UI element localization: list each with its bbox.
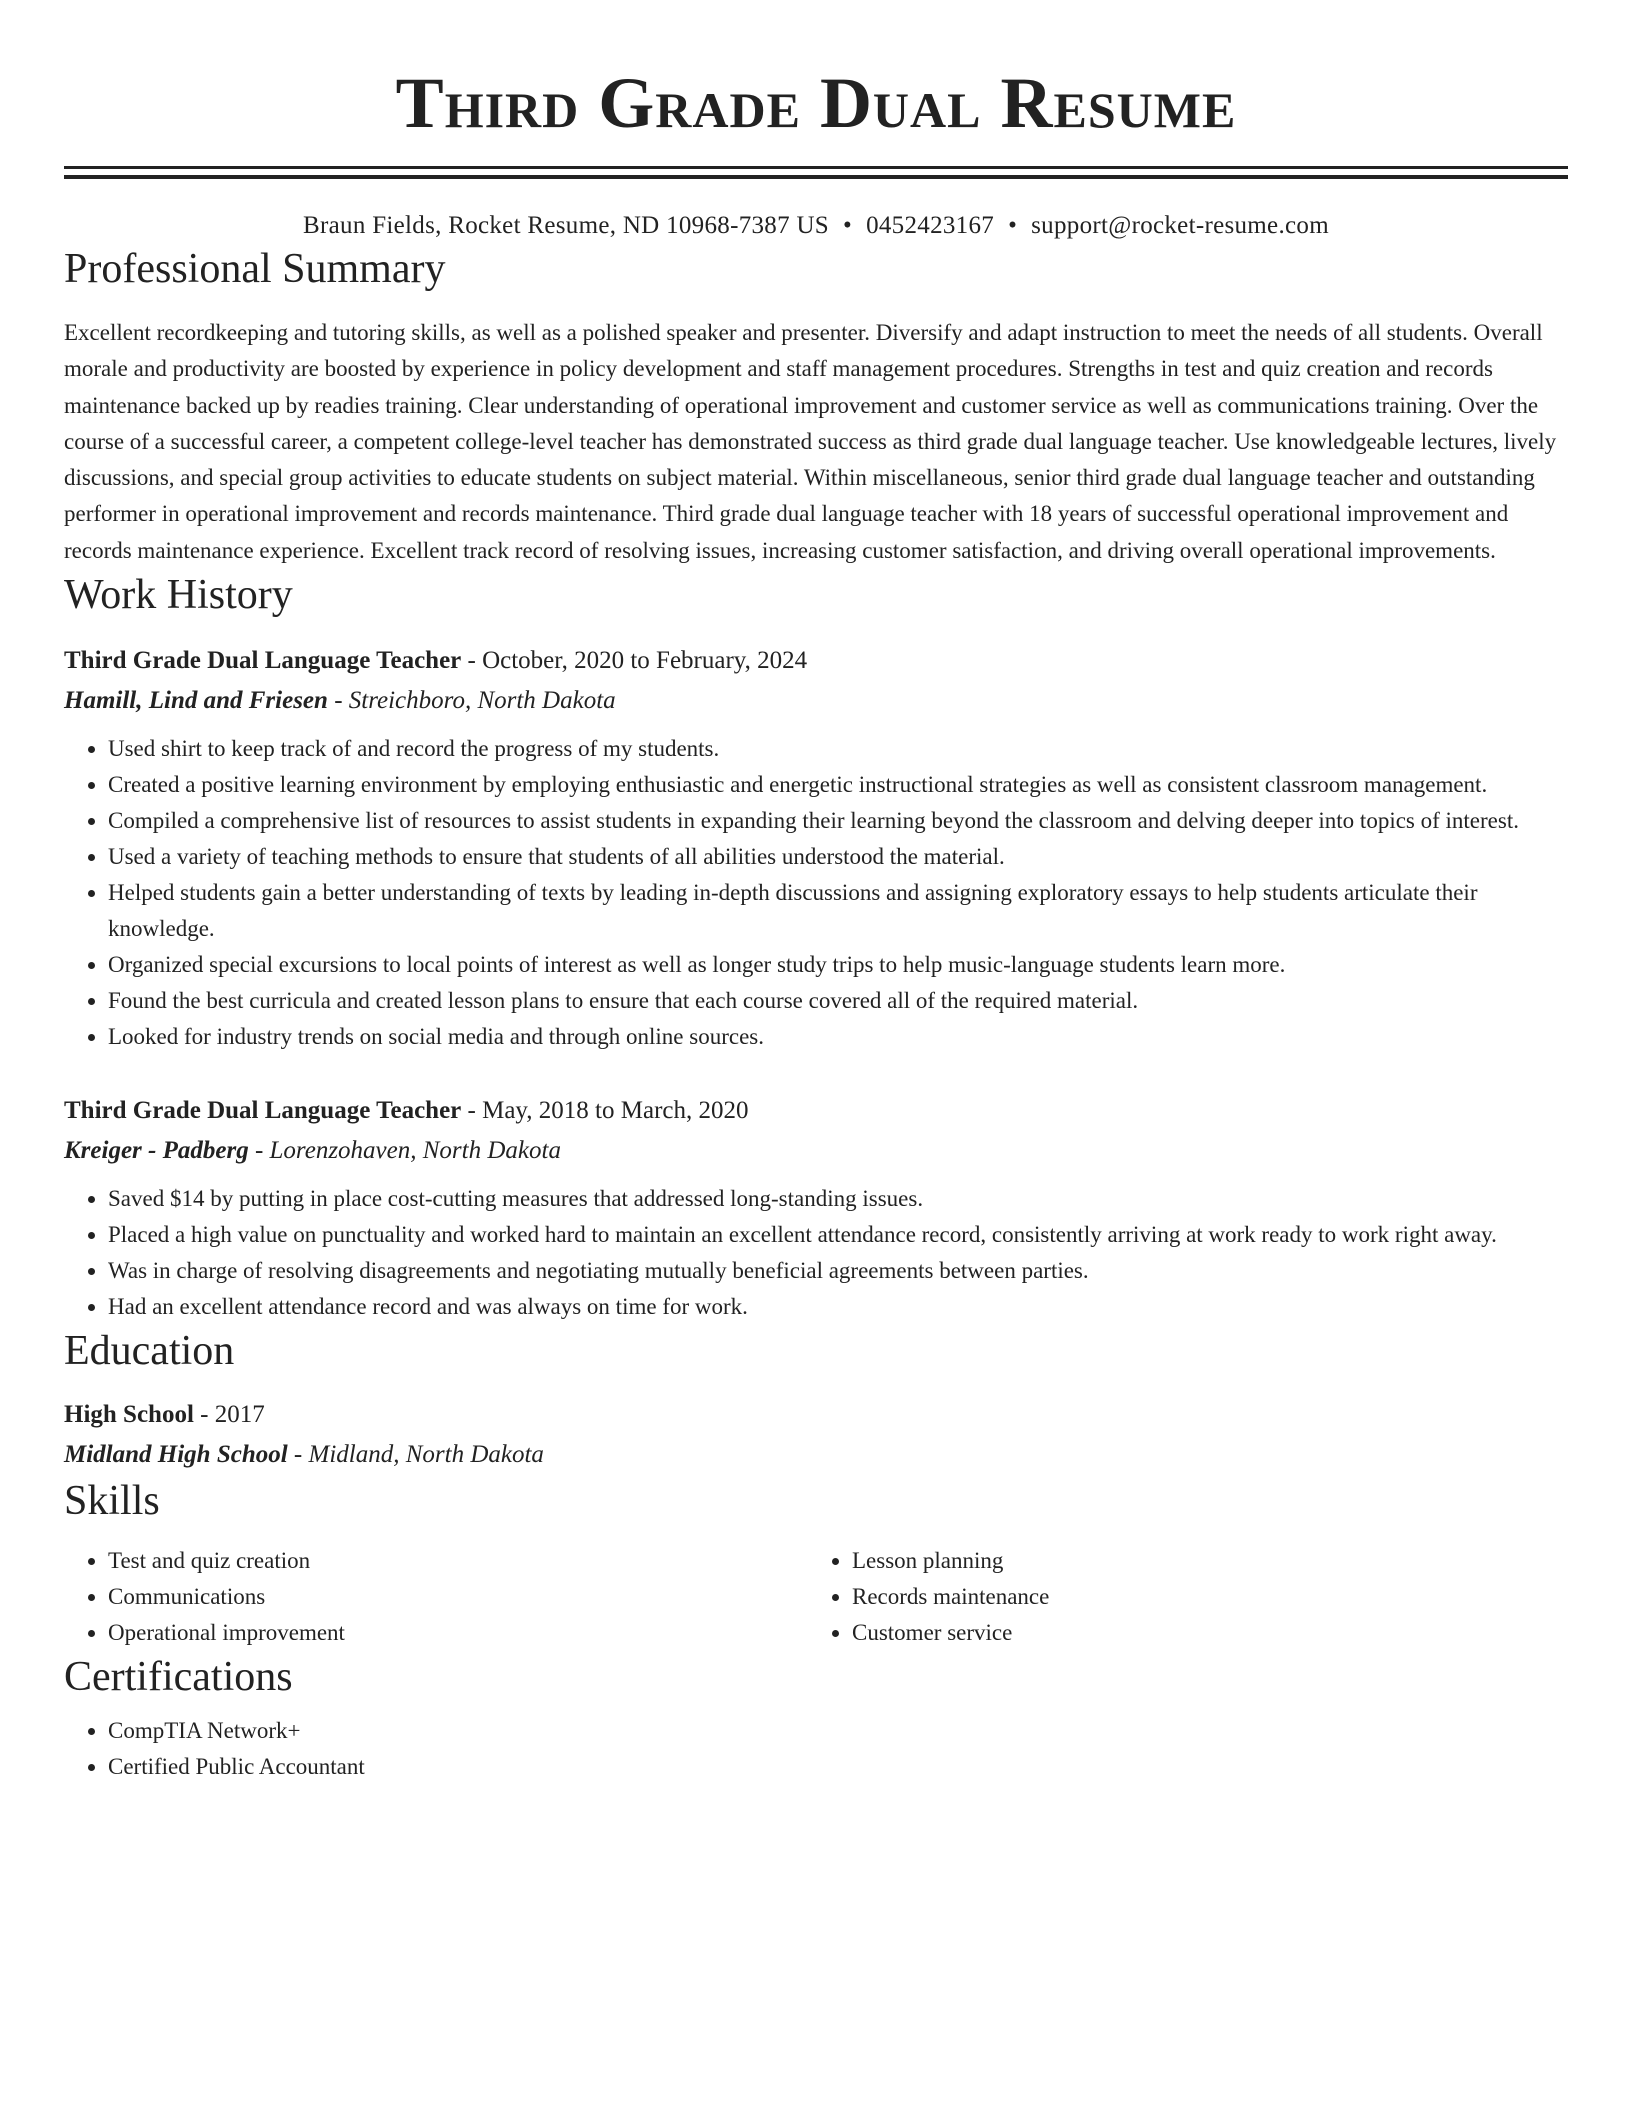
job-title-line bbox=[64, 641, 1568, 681]
job-dates: - October, 2020 to February, 2024 bbox=[461, 647, 808, 675]
school-location: - Midland, North Dakota bbox=[287, 1441, 544, 1469]
contact-phone: 0452423167 bbox=[866, 212, 995, 239]
company-location: - Lorenzohaven, North Dakota bbox=[248, 1137, 561, 1165]
company-line bbox=[64, 1131, 1568, 1171]
company-location: - Streichboro, North Dakota bbox=[327, 687, 616, 715]
resume-title: Third Grade Dual Resume bbox=[395, 63, 1237, 143]
skill-item: • Operational improvement bbox=[108, 1615, 808, 1651]
job-bullet: • Helped students gain a better understanding of texts by leading in-depth discussions and assigning exploratory essays to help students articulate their knowledge. bbox=[108, 875, 1568, 947]
job-bullet: • Used shirt to keep track of and record the progress of my students. bbox=[108, 731, 1568, 767]
job-bullets bbox=[64, 1181, 1568, 1325]
education-entry bbox=[64, 1395, 1568, 1475]
job-entry bbox=[64, 1091, 1568, 1325]
job-bullet: • Organized special excursions to local points of interest as well as longer study trips to help music-language students learn more. bbox=[108, 947, 1568, 983]
job-bullet: • Saved $14 by putting in place cost-cutting measures that addressed long-standing issues. bbox=[108, 1181, 1568, 1217]
certification-item: • CompTIA Network+ bbox=[108, 1713, 1568, 1749]
contact-separator: • bbox=[843, 212, 853, 239]
job-dates: - May, 2018 to March, 2020 bbox=[461, 1097, 749, 1125]
job-bullet: • Used a variety of teaching methods to ensure that students of all abilities understood the material. bbox=[108, 839, 1568, 875]
graduation-year: - 2017 bbox=[193, 1401, 265, 1429]
summary-heading: Professional Summary bbox=[64, 246, 446, 292]
contact-email: support@rocket-resume.com bbox=[1031, 212, 1329, 239]
job-bullet: • Placed a high value on punctuality and worked hard to maintain an excellent attendance record, consistently arriving at work ready to work right away. bbox=[108, 1217, 1568, 1253]
job-bullets bbox=[64, 731, 1568, 1055]
summary-text: Excellent recordkeeping and tutoring skills, as well as a polished speaker and presenter. Diversify and adapt instruction to meet the needs of all students. Overall morale and productivity are boosted by experience in policy development and staff management procedures. Strengths in test and quiz creation and records maintenance backed up by readies training. Clear understanding of operational improvement and customer service as well as communications training. Over the course of a successful career, a competent college-level teacher has demonstrated success as third grade dual language teacher. Use knowledgeable lectures, lively discussions, and special group activities to educate students on subject material. Within miscellaneous, senior third grade dual language teacher and outstanding performer in operational improvement and records maintenance. Third grade dual language teacher with 18 years of successful operational improvement and records maintenance experience. Excellent track record of resolving issues, increasing customer satisfaction, and driving overall operational improvements. bbox=[64, 320, 1557, 563]
job-title-line bbox=[64, 1091, 1568, 1131]
job-entry bbox=[64, 641, 1568, 1055]
skills-column-left bbox=[64, 1543, 808, 1651]
skill-item: • Customer service bbox=[852, 1615, 1552, 1651]
job-bullet: • Had an excellent attendance record and was always on time for work. bbox=[108, 1289, 1568, 1325]
job-bullet: • Created a positive learning environment by employing enthusiastic and energetic instructional strategies as well as consistent classroom management. bbox=[108, 767, 1568, 803]
job-title: Third Grade Dual Language Teacher bbox=[64, 1097, 462, 1125]
title-rule-bottom bbox=[64, 175, 1568, 179]
degree-line bbox=[64, 1395, 1568, 1435]
job-title: Third Grade Dual Language Teacher bbox=[64, 647, 462, 675]
company-line bbox=[64, 681, 1568, 721]
job-bullet: • Found the best curricula and created lesson plans to ensure that each course covered all of the required material. bbox=[108, 983, 1568, 1019]
resume-page bbox=[64, 0, 1568, 1785]
skills-column-right bbox=[808, 1543, 1552, 1651]
skill-item: • Communications bbox=[108, 1579, 808, 1615]
company-name: Hamill, Lind and Friesen bbox=[64, 687, 328, 715]
contact-separator: • bbox=[1008, 212, 1018, 239]
certification-item: • Certified Public Accountant bbox=[108, 1749, 1568, 1785]
title-rule-top bbox=[64, 166, 1568, 169]
contact-line bbox=[64, 209, 1568, 243]
school-line bbox=[64, 1435, 1568, 1475]
education-heading: Education bbox=[64, 1328, 235, 1375]
degree: High School bbox=[64, 1401, 194, 1429]
skill-item: • Lesson planning bbox=[852, 1543, 1552, 1579]
skill-item: • Records maintenance bbox=[852, 1579, 1552, 1615]
contact-address: Braun Fields, Rocket Resume, ND 10968-7387 US bbox=[303, 212, 830, 239]
skills-heading: Skills bbox=[64, 1478, 160, 1525]
certifications-heading: Certifications bbox=[64, 1654, 293, 1701]
company-name: Kreiger - Padberg bbox=[64, 1137, 249, 1165]
job-bullet: • Was in charge of resolving disagreements and negotiating mutually beneficial agreements between parties. bbox=[108, 1253, 1568, 1289]
school-name: Midland High School bbox=[64, 1441, 288, 1469]
skills-grid bbox=[64, 1543, 1568, 1651]
skill-item: • Test and quiz creation bbox=[108, 1543, 808, 1579]
job-bullet: • Compiled a comprehensive list of resources to assist students in expanding their learning beyond the classroom and delving deeper into topics of interest. bbox=[108, 803, 1568, 839]
job-bullet: • Looked for industry trends on social media and through online sources. bbox=[108, 1019, 1568, 1055]
certifications-list bbox=[64, 1713, 1568, 1785]
work-history-heading: Work History bbox=[64, 572, 293, 619]
